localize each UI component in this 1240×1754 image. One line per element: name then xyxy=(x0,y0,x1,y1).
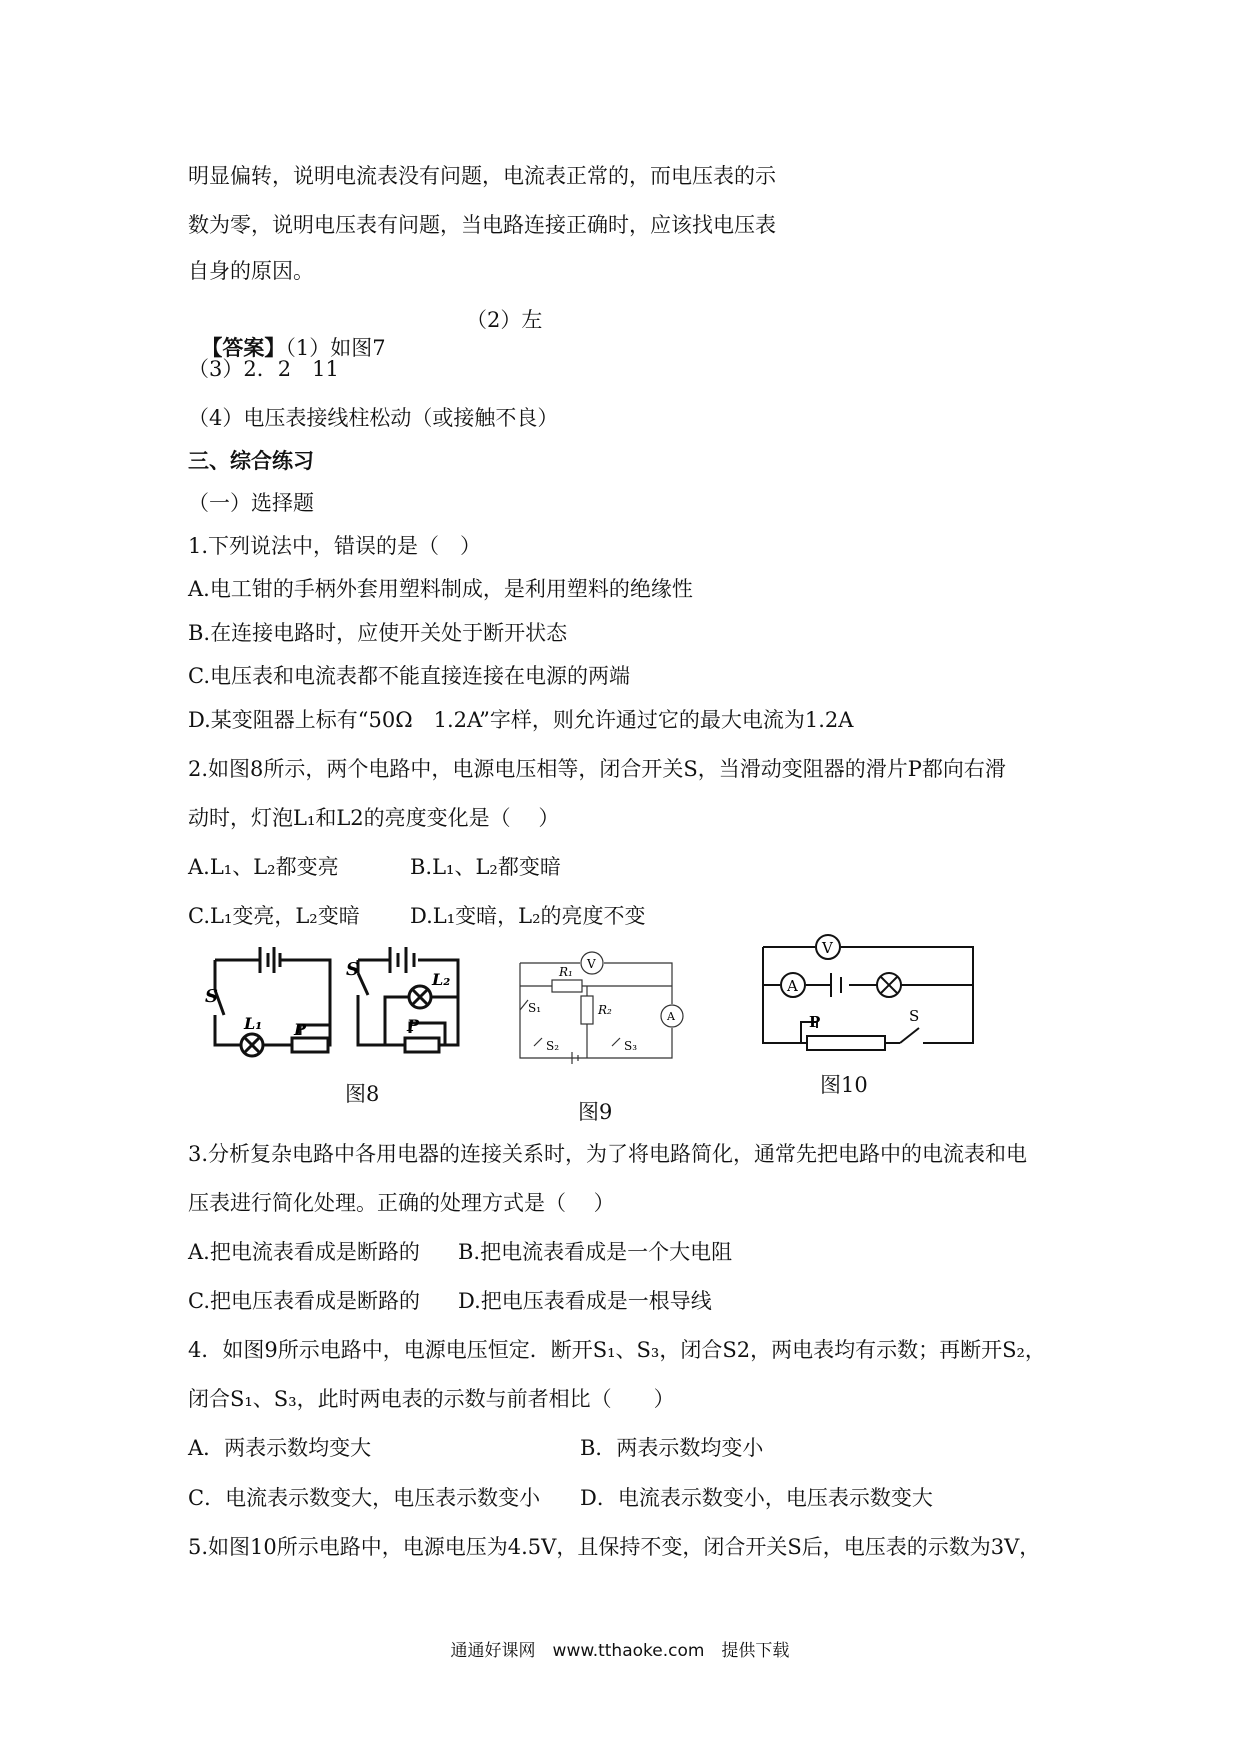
figure-8-caption: 图8 xyxy=(345,1082,380,1106)
question-3: 3.分析复杂电路中各用电器的连接关系时，为了将电路简化，通常先把电路中的电流表和电 xyxy=(188,1142,1028,1166)
question-4-option-d: D．电流表示数变小，电压表示数变大 xyxy=(580,1486,933,1510)
fig8-label-l1: L₁ xyxy=(244,1014,263,1033)
question-1-option-c: C.电压表和电流表都不能直接连接在电源的两端 xyxy=(188,664,630,688)
question-1-option-a: A.电工钳的手柄外套用塑料制成，是利用塑料的绝缘性 xyxy=(188,577,693,601)
question-4-option-a: A．两表示数均变大 xyxy=(188,1436,372,1460)
fig8-label-p: P xyxy=(294,1020,307,1039)
fig10-label-v: V xyxy=(822,939,833,957)
text-line: 自身的原因。 xyxy=(188,259,314,283)
subsection-title: （一）选择题 xyxy=(188,491,314,515)
answer-line xyxy=(188,306,386,362)
question-4-cont: 闭合S₁、S₃，此时两电表的示数与前者相比（ ） xyxy=(188,1387,675,1411)
text-line: 明显偏转，说明电流表没有问题，电流表正常的，而电压表的示 xyxy=(188,164,776,188)
fig10-label-a: A xyxy=(787,977,798,995)
fig8-label-s: S xyxy=(205,986,218,1007)
fig9-label-s3: S₃ xyxy=(624,1039,638,1053)
answer-part-2: （2）左 xyxy=(466,308,543,332)
answer-part-3: （3）2．2 11 xyxy=(188,357,339,381)
question-3-option-d: D.把电压表看成是一根导线 xyxy=(458,1289,712,1313)
fig9-label-r1: R₁ xyxy=(559,965,573,979)
fig9-label-v: V xyxy=(587,957,596,971)
question-3-option-b: B.把电流表看成是一个大电阻 xyxy=(458,1240,733,1264)
fig9-label-s1: S₁ xyxy=(528,1001,542,1015)
fig9-label-a: A xyxy=(667,1010,675,1023)
question-3-cont: 压表进行简化处理。正确的处理方式是（ ） xyxy=(188,1191,615,1215)
answer-part-4: （4）电压表接线柱松动（或接触不良） xyxy=(188,406,559,430)
question-2-option-d: D.L₁变暗，L₂的亮度不变 xyxy=(410,904,646,928)
question-3-option-a: A.把电流表看成是断路的 xyxy=(188,1240,420,1264)
figure-9-circuit xyxy=(512,948,687,1076)
text-line: 数为零，说明电压表有问题，当电路连接正确时，应该找电压表 xyxy=(188,213,776,237)
fig9-label-s2: S₂ xyxy=(546,1039,560,1053)
fig9-label-r2: R₂ xyxy=(598,1003,612,1017)
answer-label: 【答案】 xyxy=(201,335,286,360)
question-4: 4．如图9所示电路中，电源电压恒定．断开S₁、S₃，闭合S2，两电表均有示数；再断开S₂， xyxy=(188,1338,1046,1362)
question-2-cont: 动时，灯泡L₁和L2的亮度变化是（ ） xyxy=(188,806,560,830)
question-3-option-c: C.把电压表看成是断路的 xyxy=(188,1289,420,1313)
question-5: 5.如图10所示电路中，电源电压为4.5V，且保持不变，闭合开关S后，电压表的示数为3V， xyxy=(188,1535,1041,1559)
question-1-option-d: D.某变阻器上标有“50Ω 1.2A”字样，则允许通过它的最大电流为1.2A xyxy=(188,708,854,732)
figure-10-circuit xyxy=(755,925,985,1055)
fig8-label-p2: P xyxy=(407,1016,420,1035)
figure-8-circuit xyxy=(200,935,490,1065)
page-footer: 通通好课网 www.tthaoke.com 提供下载 xyxy=(450,1641,790,1661)
fig10-label-p: P xyxy=(809,1013,821,1031)
fig8-label-l2: L₂ xyxy=(432,970,451,989)
figure-10-caption: 图10 xyxy=(820,1073,868,1097)
question-4-option-b: B．两表示数均变小 xyxy=(580,1436,764,1460)
fig10-label-s: S xyxy=(909,1007,920,1025)
fig8-label-s2: S xyxy=(346,959,359,980)
figure-9-caption: 图9 xyxy=(578,1100,613,1124)
question-1-option-b: B.在连接电路时，应使开关处于断开状态 xyxy=(188,621,568,645)
question-2-option-a: A.L₁、L₂都变亮 xyxy=(188,855,339,879)
question-2-option-c: C.L₁变亮，L₂变暗 xyxy=(188,904,360,928)
section-title: 三、综合练习 xyxy=(188,448,314,473)
question-4-option-c: C．电流表示数变大，电压表示数变小 xyxy=(188,1486,541,1510)
question-2: 2.如图8所示，两个电路中，电源电压相等，闭合开关S，当滑动变阻器的滑片P都向右滑 xyxy=(188,757,1006,781)
question-1: 1.下列说法中，错误的是（ ） xyxy=(188,534,482,558)
answer-part-1: （1）如图7 xyxy=(285,336,386,360)
question-2-option-b: B.L₁、L₂都变暗 xyxy=(410,855,561,879)
